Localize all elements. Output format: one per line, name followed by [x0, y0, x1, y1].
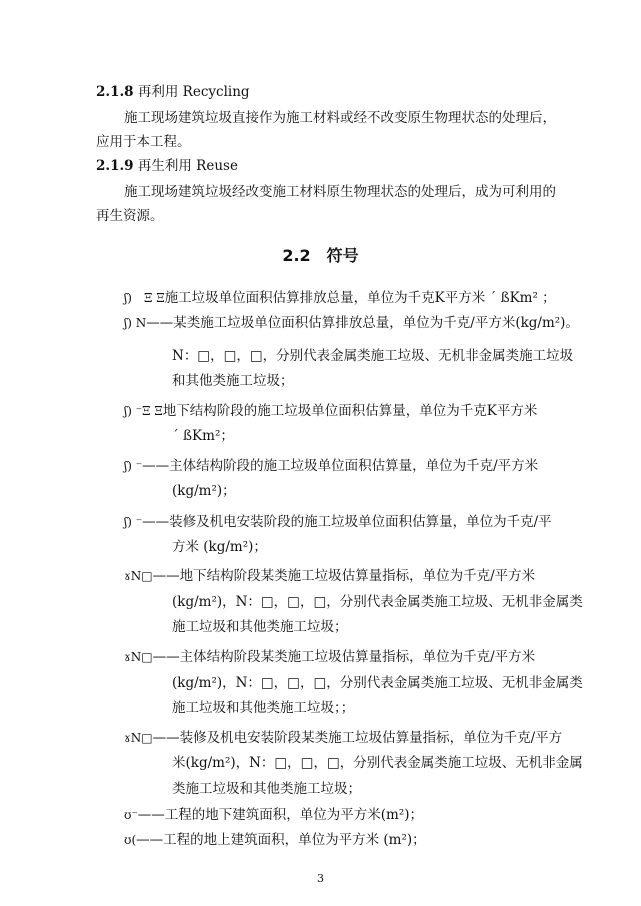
symbol-definition-line [172, 426, 234, 446]
symbol-mark: ʃ) N [124, 316, 147, 330]
symbol-description: ——装修及机电安装阶段的施工垃圾单位面积估算量，单位为千克/平 [142, 514, 552, 530]
symbol-description: N：□，□，□，分别代表金属类施工垃圾、无机非金属类施工垃圾 [172, 348, 574, 364]
symbol-definition-line [172, 698, 354, 718]
symbol-description: 施工垃圾单位面积估算排放总量，单位为千克K平方米 ´ ßKm² ； [164, 290, 556, 306]
paragraph-line: 应用于本工程。 [96, 134, 191, 150]
symbol-description: ——某类施工垃圾单位面积估算排放总量，单位为千克/平方米(kg/m²)。 [146, 315, 579, 331]
symbol-definition-line [172, 753, 583, 773]
symbol-definition-line [124, 456, 538, 476]
symbol-mark: ʊ( [124, 833, 137, 847]
symbol-definition-line [124, 805, 423, 825]
symbol-definition-line [172, 537, 267, 557]
symbol-definition-line [124, 728, 562, 748]
symbol-description: ——工程的地上建筑面积，单位为平方米 (m²)； [136, 832, 426, 848]
paragraph-line: 施工现场建筑垃圾经改变施工材料原生物理状态的处理后，成为可利用的 [124, 184, 556, 200]
section-2-2-heading: 2.2 符号 [282, 246, 359, 265]
symbol-description: ——主体结构阶段某类施工垃圾估算量指标，单位为千克/平方米 [152, 649, 536, 665]
symbol-description: (kg/m²)； [172, 483, 236, 499]
section-2-1-9-heading [96, 156, 238, 176]
section-number: 2.1.9 [96, 158, 134, 174]
symbol-description: 类施工垃圾和其他类施工垃圾； [172, 781, 361, 797]
symbol-description: ´ ßKm²； [172, 428, 234, 444]
symbol-mark: ʃ) ⁻Ξ Ξ [124, 404, 163, 418]
symbol-definition-line [124, 647, 535, 667]
symbol-description: (kg/m²)，N：□，□，□，分别代表金属类施工垃圾、无机非金属类 [172, 594, 583, 610]
symbol-description: 方米 (kg/m²)； [172, 539, 267, 555]
symbol-description: 米(kg/m²)，N：□，□，□，分别代表金属类施工垃圾、无机非金属 [172, 755, 583, 771]
symbol-mark: ɤN□ [124, 569, 153, 583]
symbol-mark: ʃ) ⁻ [124, 515, 143, 529]
paragraph-line: 施工现场建筑垃圾直接作为施工材料或经不改变原生物理状态的处理后， [124, 110, 556, 126]
symbol-definition-line [124, 288, 556, 308]
section-2-1-8-heading [96, 82, 250, 102]
symbol-definition-line [172, 592, 583, 612]
symbol-definition-line [172, 481, 236, 501]
symbol-definition-line [172, 673, 583, 693]
symbol-description: ——装修及机电安装阶段某类施工垃圾估算量指标，单位为千克/平方 [152, 730, 563, 746]
symbol-definition-line [172, 346, 573, 366]
symbol-description: ——主体结构阶段的施工垃圾单位面积估算量，单位为千克/平方米 [142, 458, 539, 474]
page-number: 3 [317, 872, 324, 885]
symbol-definition-line [124, 401, 537, 421]
symbol-definition-line [124, 566, 535, 586]
symbol-definition-line [124, 830, 426, 850]
symbol-mark: ʃ) Ξ Ξ [124, 291, 165, 305]
symbol-mark: ʃ) ⁻ [124, 459, 143, 473]
symbol-description: 施工垃圾和其他类施工垃圾； [172, 619, 348, 635]
symbol-description: 施工垃圾和其他类施工垃圾；； [172, 700, 355, 716]
symbol-mark: ʊ⁻ [124, 808, 138, 822]
symbol-definition-line [172, 371, 294, 391]
symbol-description: (kg/m²)，N：□，□，□，分别代表金属类施工垃圾、无机非金属类 [172, 675, 583, 691]
section-title: 再生利用 Reuse [137, 158, 238, 174]
symbol-description: ——工程的地下建筑面积，单位为平方米(m²)； [137, 807, 424, 823]
section-number: 2.1.8 [96, 84, 134, 100]
symbol-definition-line [124, 313, 579, 333]
paragraph-line: 再生资源。 [96, 208, 164, 224]
symbol-description: 地下结构阶段的施工垃圾单位面积估算量，单位为千克K平方米 [162, 403, 538, 419]
symbol-mark: ɤN□ [124, 650, 153, 664]
symbol-description: 和其他类施工垃圾； [172, 373, 294, 389]
section-title: 再利用 Recycling [137, 84, 250, 100]
symbol-mark: ɤN□ [124, 731, 153, 745]
symbol-definition-line [172, 779, 361, 799]
symbol-definition-line [172, 617, 348, 637]
symbol-description: ——地下结构阶段某类施工垃圾估算量指标，单位为千克/平方米 [152, 568, 536, 584]
symbol-definition-line [124, 512, 552, 532]
